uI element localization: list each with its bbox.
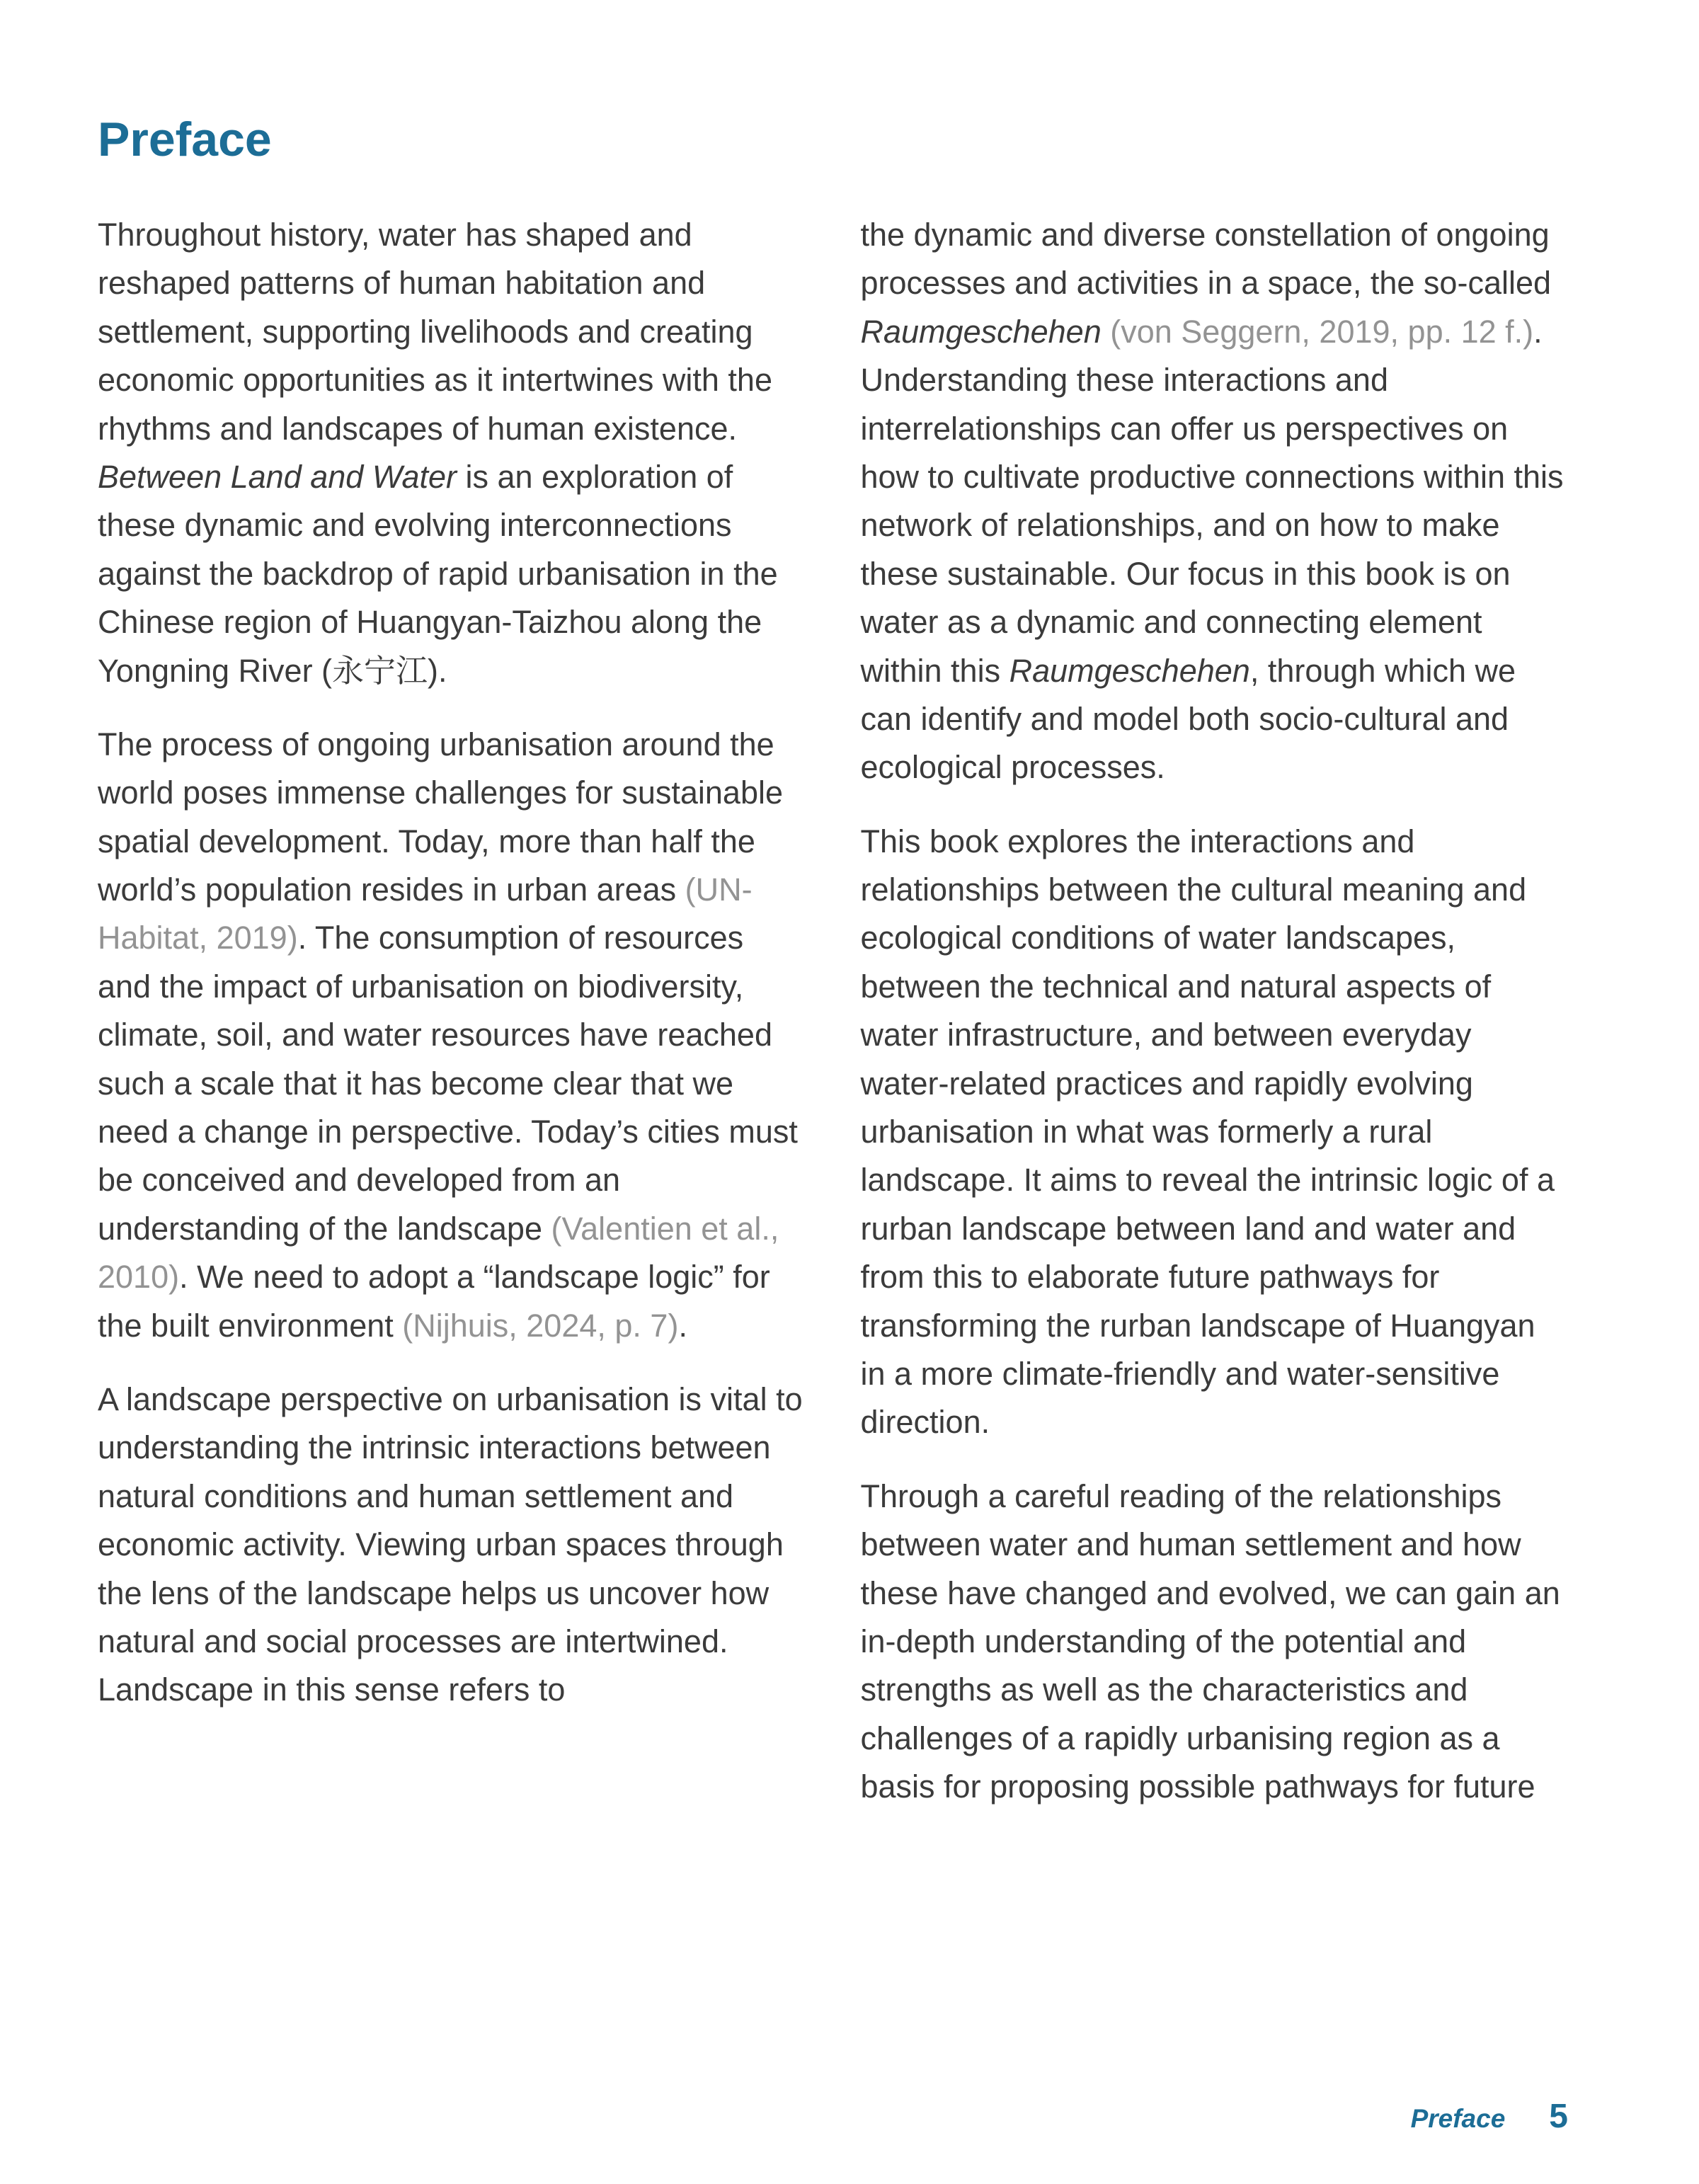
right-column	[861, 211, 1569, 1837]
text-run: Throughout history, water has shaped and reshaped patterns of human habitation and settlement, supporting livelihoods and creating economic opportunities as it intertwines with the rhythms and landscapes of human existence.	[98, 217, 772, 447]
text-run: .	[678, 1307, 687, 1344]
page-title: Preface	[98, 113, 272, 166]
paragraph	[98, 721, 806, 1350]
paragraph	[861, 211, 1569, 792]
footer-section-label: Preface	[1410, 2104, 1506, 2133]
footer	[1411, 2097, 1568, 2136]
text-run: , through which we can identify and model both socio-cultural and ecological processes.	[860, 652, 1516, 786]
text-run: . Understanding these interactions and interrelationships can offer us perspectives on how to cultivate productive connections within this network of relationships, and on how to make these sustainable. Our focus in this book is on water as a dynamic and connecting element within this	[860, 313, 1564, 689]
text-run: . We need to adopt a “landscape logic” for the built environment	[98, 1259, 770, 1344]
text-run: . The consumption of resources and the impact of urbanisation on biodiversity, climate, soil, and water resources have reached such a scale that it has become clear that we need a change in perspective. Today’s cities must be conceived and developed from an understanding of the landscape	[98, 920, 798, 1247]
paragraph	[98, 211, 806, 695]
footer-page-number: 5	[1549, 2098, 1568, 2135]
text-run: This book explores the interactions and relationships between the cultural meaning and ecological conditions of water landscapes, between the technical and natural aspects of water infrastructure, and between everyday water-related practices and rapidly evolving urbanisation in what was formerly a rural landscape. It aims to reveal the intrinsic logic of a rurban landscape between land and water and from this to elaborate future pathways for transforming the rurban landscape of Huangyan in a more climate-friendly and water-sensitive direction.	[860, 823, 1555, 1441]
book-title-text: Between Land and Water	[98, 458, 457, 495]
text-run: is an exploration of these dynamic and evolving interconnections against the backdrop of rapid urbanisation in the Chinese region of Huangyan-Taizhou along the Yongning River (永宁江).	[98, 458, 778, 689]
citation-text: (UN-Habitat, 2019)	[98, 871, 753, 956]
book-title-text: Raumgeschehen	[1009, 652, 1250, 689]
text-run	[1102, 314, 1111, 350]
text-run: The process of ongoing urbanisation around the world poses immense challenges for sustainable spatial development. Today, more than half the world’s population resides in urban areas	[98, 726, 784, 908]
paragraph	[98, 1376, 806, 1715]
text-columns	[98, 211, 1568, 1837]
paragraph	[861, 1473, 1569, 1812]
left-column	[98, 211, 806, 1837]
citation-text: (Nijhuis, 2024, p. 7)	[402, 1307, 679, 1344]
text-run: the dynamic and diverse constellation of ongoing processes and activities in a space, the so-called	[860, 217, 1552, 302]
book-title-text: Raumgeschehen	[860, 313, 1102, 350]
text-run: Through a careful reading of the relationships between water and human settlement and how these have changed and evolved, we can gain an in-depth understanding of the potential and strengths as well as the characteristics and challenges of a rapidly urbanising region as a basis for proposing possible pathways for future	[860, 1477, 1560, 1805]
text-run: A landscape perspective on urbanisation is vital to understanding the intrinsic interactions between natural conditions and human settlement and economic activity. Viewing urban spaces through the lens of the landscape helps us uncover how natural and social processes are intertwined. Landscape in this sense refers to	[98, 1380, 803, 1708]
citation-text: (Valentien et al., 2010)	[98, 1210, 779, 1296]
citation-text: (von Seggern, 2019, pp. 12 f.)	[1110, 313, 1534, 350]
paragraph	[861, 818, 1569, 1447]
